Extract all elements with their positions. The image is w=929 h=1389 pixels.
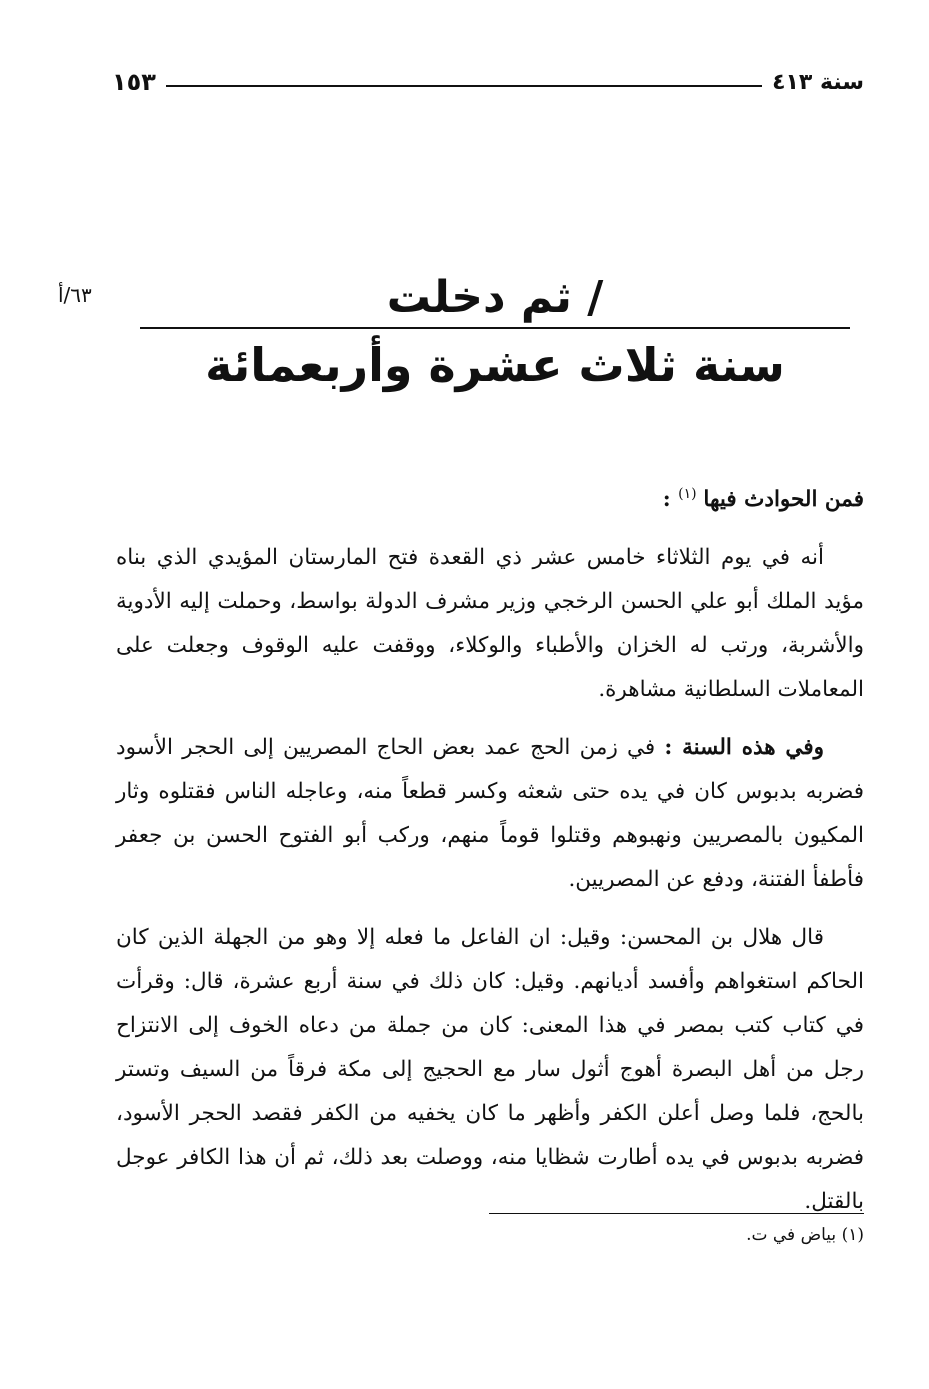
paragraph-2-text: في زمن الحج عمد بعض الحاج المصريين إلى الحجر الأسود فضربه بدبوس كان في يده حتى شعثه وكسر قطعاً منه، وعاجله الناس فقتلوه وثار المكيون بالمصريين ونهبوهم وقتلوا قوماً منهم، وركب أبو الفتوح الحسن بن جعفر فأطفأ الفتنة، ودفع عن المصريين.	[116, 735, 864, 893]
footnote-ref: (١)	[678, 486, 697, 502]
chapter-heading-line1: / ثم دخلت	[386, 272, 604, 323]
page-header	[112, 62, 864, 102]
intro-line	[116, 472, 864, 522]
page-number: ١٥٣	[112, 68, 156, 96]
manuscript-folio-marker: ٦٣/أ	[58, 283, 92, 307]
footnote-rule	[489, 1213, 864, 1214]
chapter-heading-line2: سنة ثلاث عشرة وأربعمائة	[205, 338, 785, 392]
paragraph-1: أنه في يوم الثلاثاء خامس عشر ذي القعدة فتح المارستان المؤيدي الذي بناه مؤيد الملك أبو علي الحسن الرخجي وزير مشرف الدولة بواسط، وحملت إليه الأدوية والأشربة، ورتب له الخزان والأطباء والوكلاء، ووقفت عليه الوقوف وجعلت على المعاملات السلطانية مشاهرة.	[116, 545, 864, 703]
running-title: سنة ٤١٣	[772, 69, 864, 95]
body-text	[116, 472, 864, 1238]
header-rule	[166, 85, 762, 87]
intro-colon: :	[662, 487, 679, 513]
paragraph-2-lead: وفي هذه السنة :	[664, 735, 824, 761]
paragraph-3: قال هلال بن المحسن: وقيل: ان الفاعل ما فعله إلا وهو من الجهلة الذين كان الحاكم استغواهم وأفسد أديانهم. وقيل: كان ذلك في سنة أربع عشرة، قال: وقرأت في كتاب كتب بمصر في هذا المعنى: كان من جملة من دعاه الخوف إلى الانتزاح رجل من أهل البصرة أهوج أثول سار مع الحجيج إلى مكة فرقاً من السيف وتستر بالحج، فلما وصل أعلن الكفر وأظهر ما كان يخفيه من الكفر فقصد الحجر الأسود، فضربه بدبوس في يده أطارت شظايا منه، ووصلت بعد ذلك، ثم أن هذا الكافر عوجل بالقتل.	[116, 925, 864, 1215]
paragraph-2	[116, 726, 864, 902]
chapter-rule	[140, 327, 850, 329]
intro-text: فمن الحوادث فيها	[703, 487, 864, 513]
footnote-1: (١) بياض في ت.	[746, 1225, 864, 1245]
